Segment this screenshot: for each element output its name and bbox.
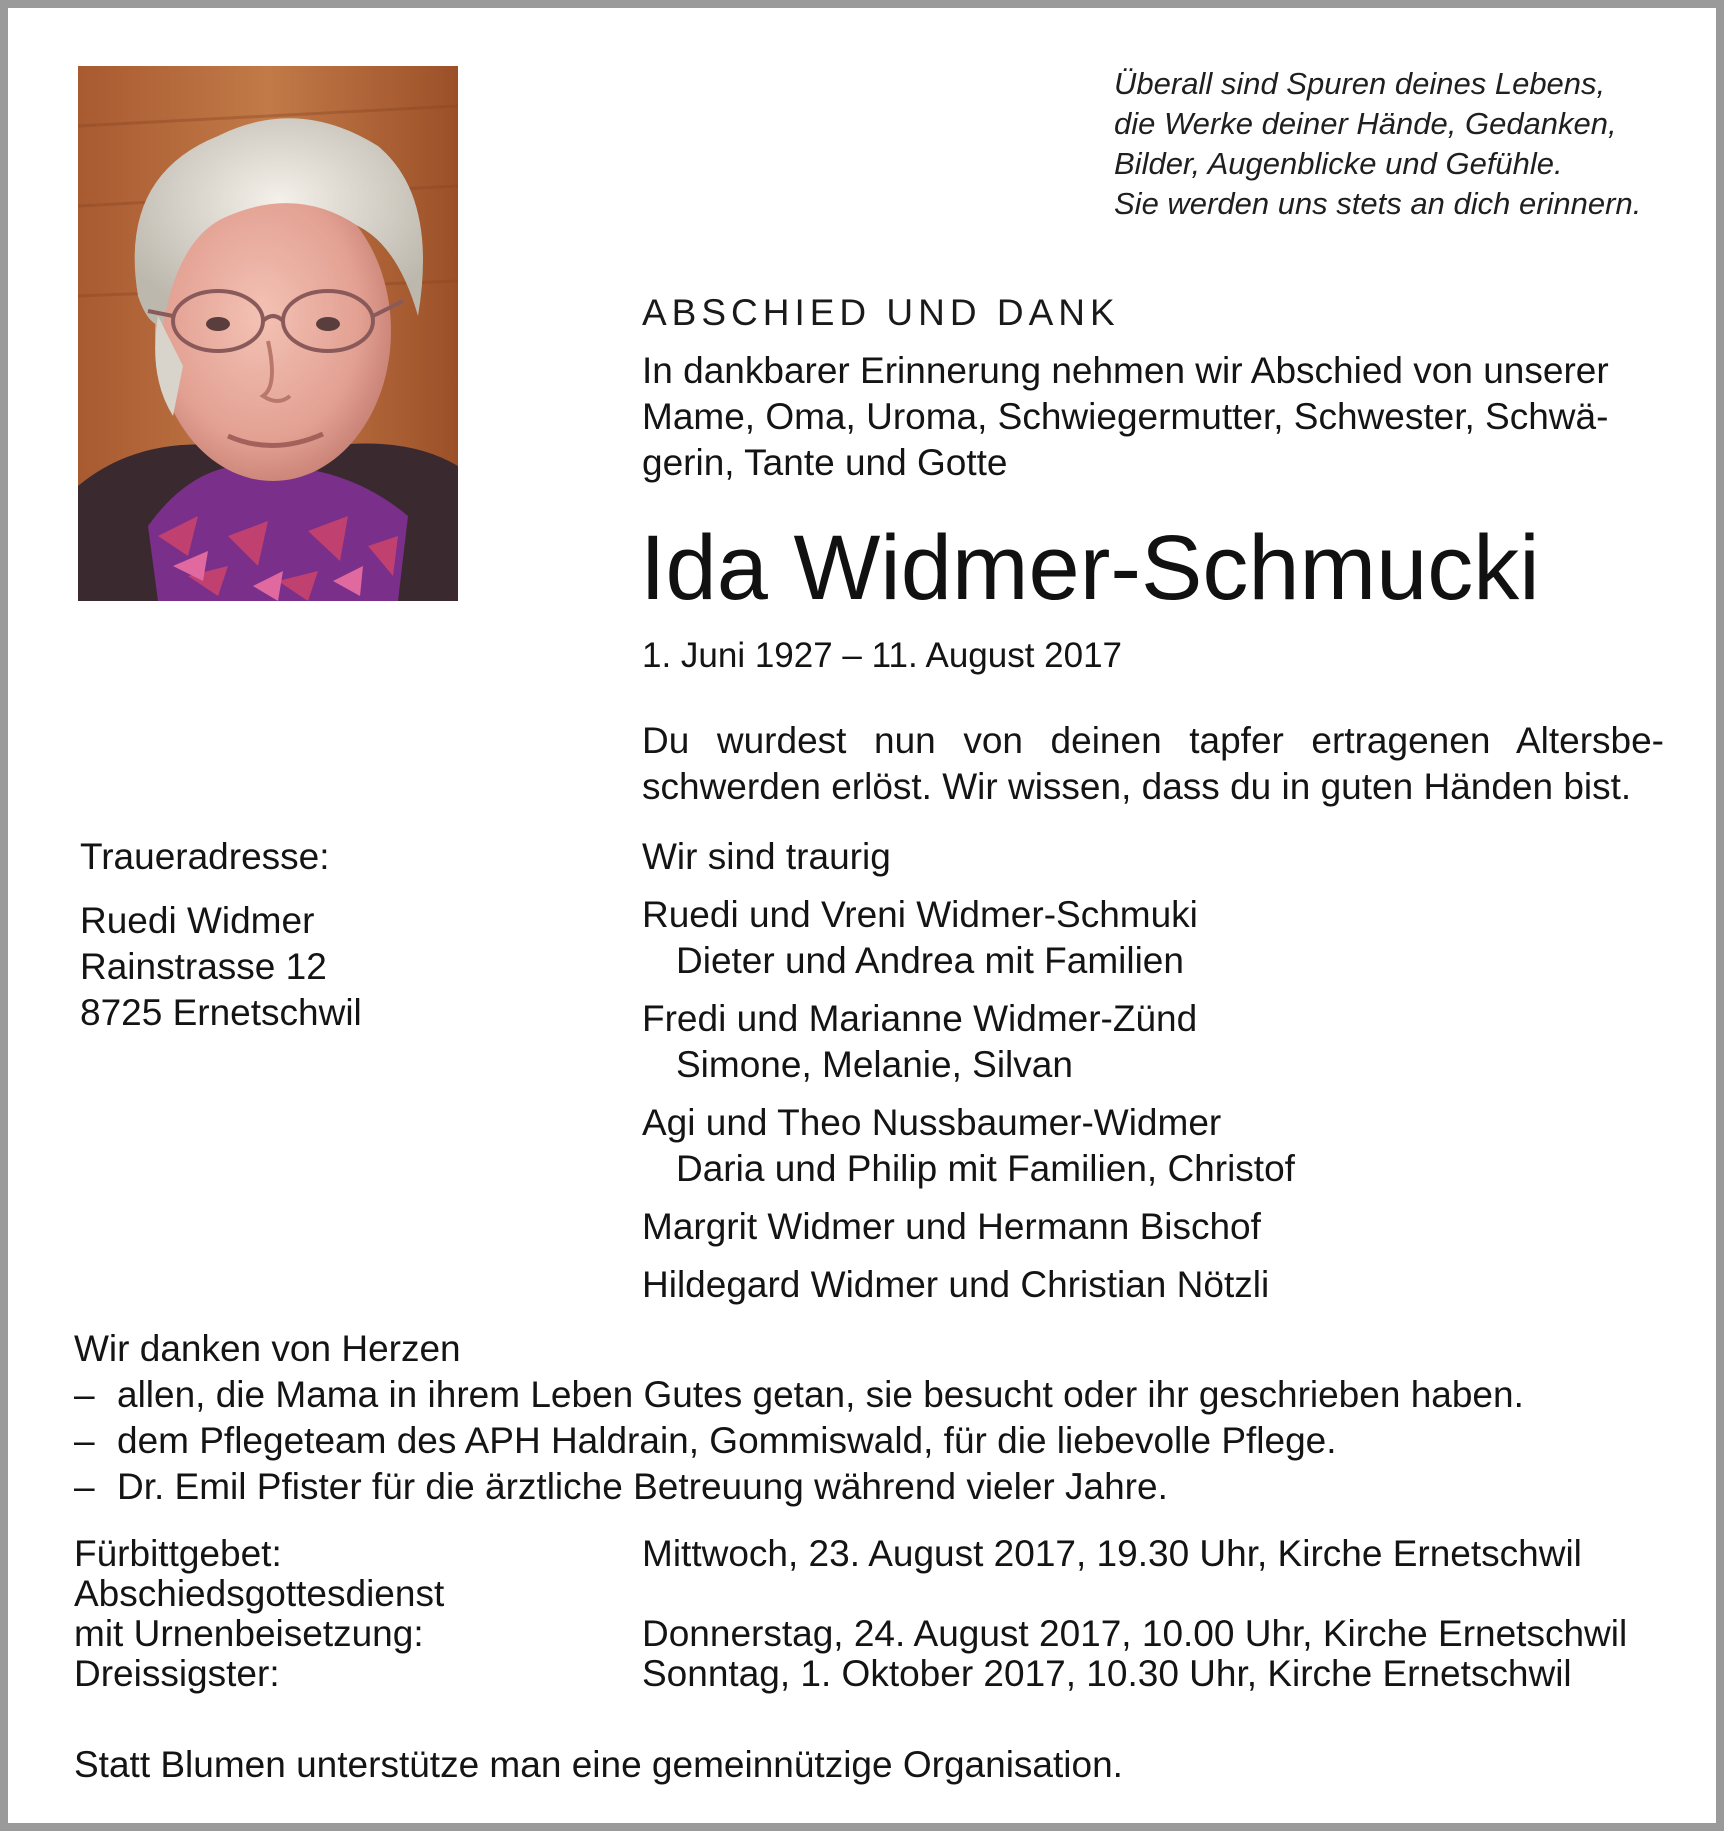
intro-text [642, 348, 1672, 486]
thanks-item-text: dem Pflegeteam des APH Haldrain, Gommiswald, für die liebevolle Pflege. [117, 1420, 1337, 1461]
poem-line: Sie werden uns stets an dich erinnern. [1114, 186, 1642, 221]
intro-line: In dankbarer Erinnerung nehmen wir Abschied von unserer [642, 350, 1609, 391]
address-line: Rainstrasse 12 [80, 946, 327, 987]
mourner-sub: Dieter und Andrea mit Familien [676, 940, 1184, 981]
message-line: Du wurdest nun von deinen tapfer ertragenen Altersbe- [642, 720, 1664, 761]
dash-bullet: – [74, 1374, 95, 1415]
dash-bullet: – [74, 1420, 95, 1461]
intro-line: gerin, Tante und Gotte [642, 442, 1008, 483]
poem-line: Überall sind Spuren deines Lebens, [1114, 66, 1606, 101]
event-row [74, 1654, 1694, 1694]
portrait-illustration [78, 66, 458, 601]
mourner-main: Margrit Widmer und Hermann Bischof [642, 1206, 1261, 1247]
mourner-group [642, 892, 1295, 984]
mourner-main: Ruedi und Vreni Widmer-Schmuki [642, 894, 1198, 935]
thanks-section [74, 1326, 1524, 1510]
service-schedule [74, 1534, 1694, 1694]
mourner-group [642, 1204, 1295, 1250]
address-line: 8725 Ernetschwil [80, 992, 362, 1033]
poem-line: Bilder, Augenblicke und Gefühle. [1114, 146, 1563, 181]
portrait-photo [78, 66, 458, 601]
event-value: Mittwoch, 23. August 2017, 19.30 Uhr, Kirche Ernetschwil [642, 1533, 1582, 1574]
event-label: Abschiedsgottesdienst [74, 1573, 445, 1614]
thanks-item-text: Dr. Emil Pfister für die ärztliche Betreuung während vieler Jahre. [117, 1466, 1168, 1507]
mourner-main: Hildegard Widmer und Christian Nötzli [642, 1264, 1270, 1305]
deceased-name: Ida Widmer-Schmucki [640, 517, 1540, 619]
section-heading: ABSCHIED UND DANK [642, 292, 1120, 333]
thanks-item [74, 1372, 1524, 1418]
event-row [74, 1614, 1694, 1654]
mourner-main: Agi und Theo Nussbaumer-Widmer [642, 1102, 1222, 1143]
mourners-list [642, 834, 1295, 1320]
thanks-item [74, 1418, 1524, 1464]
closing-note: Statt Blumen unterstütze man eine gemeinnützige Organisation. [74, 1744, 1123, 1785]
mourner-main: Fredi und Marianne Widmer-Zünd [642, 998, 1198, 1039]
mourner-group [642, 1100, 1295, 1192]
poem-line: die Werke deiner Hände, Gedanken, [1114, 106, 1617, 141]
address-line: Ruedi Widmer [80, 900, 315, 941]
event-label: Dreissigster: [74, 1653, 280, 1694]
mourners-intro: Wir sind traurig [642, 836, 891, 877]
dash-bullet: – [74, 1466, 95, 1507]
address-label: Traueradresse: [80, 836, 330, 877]
thanks-item [74, 1464, 1524, 1510]
event-label: mit Urnenbeisetzung: [74, 1613, 424, 1654]
mourner-group [642, 1262, 1295, 1308]
event-value: Sonntag, 1. Oktober 2017, 10.30 Uhr, Kirche Ernetschwil [642, 1653, 1572, 1694]
mourner-sub: Simone, Melanie, Silvan [676, 1044, 1073, 1085]
poem [1114, 64, 1641, 224]
thanks-item-text: allen, die Mama in ihrem Leben Gutes getan, sie besucht oder ihr geschrieben haben. [117, 1374, 1524, 1415]
mourning-address [80, 834, 362, 1036]
event-value: Donnerstag, 24. August 2017, 10.00 Uhr, Kirche Ernetschwil [642, 1613, 1628, 1654]
event-label: Fürbittgebet: [74, 1533, 282, 1574]
message-line: schwerden erlöst. Wir wissen, dass du in guten Händen bist. [642, 766, 1632, 807]
thanks-title: Wir danken von Herzen [74, 1328, 461, 1369]
intro-line: Mame, Oma, Uroma, Schwiegermutter, Schwester, Schwä- [642, 396, 1609, 437]
mourner-group [642, 996, 1295, 1088]
event-row [74, 1574, 1694, 1614]
life-dates: 1. Juni 1927 – 11. August 2017 [642, 636, 1123, 675]
farewell-message [642, 718, 1664, 810]
mourner-sub: Daria und Philip mit Familien, Christof [676, 1148, 1295, 1189]
event-row [74, 1534, 1694, 1574]
